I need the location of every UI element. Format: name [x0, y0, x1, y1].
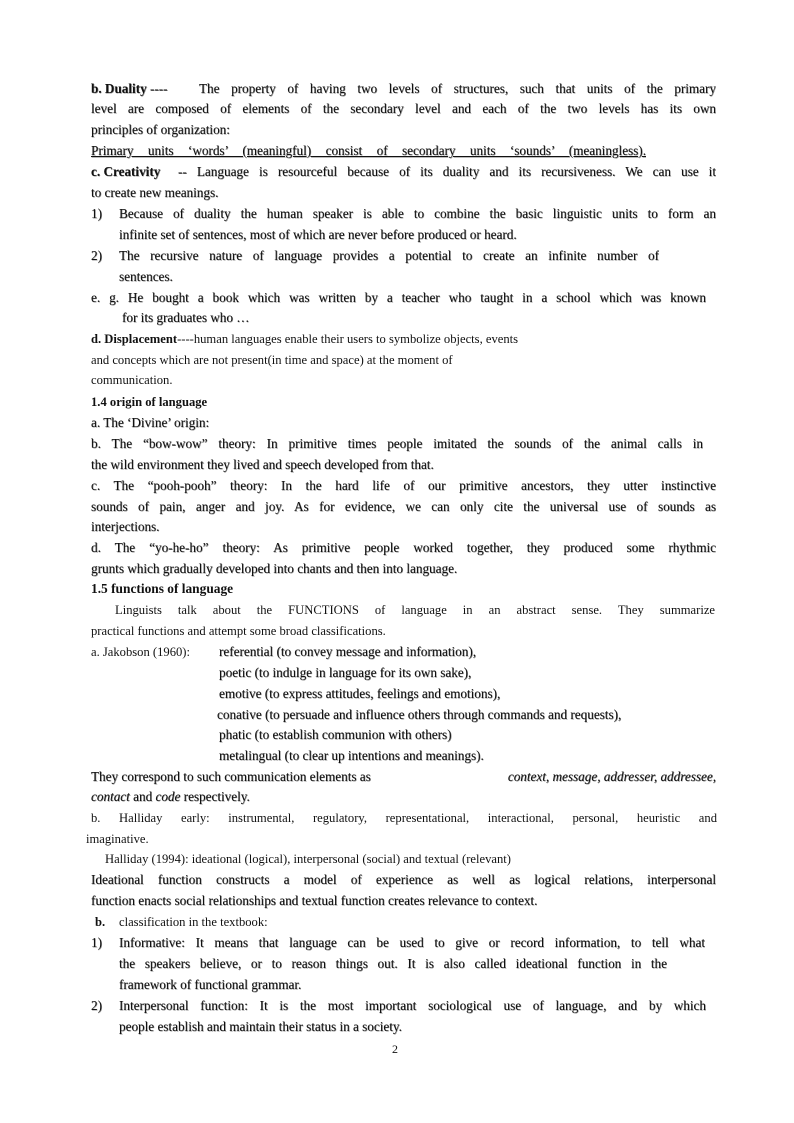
- halliday-early-line-1: b. Halliday early: instrumental, regulatory, representational, interactional, personal, heuristic and: [91, 811, 717, 825]
- correspond-respectively: respectively.: [180, 789, 250, 804]
- halliday-early-line-2: imaginative.: [86, 832, 149, 846]
- ideational-line-1: Ideational function constructs a model of experience as well as logical relations, interpersonal: [91, 872, 716, 887]
- origin-yoheho-line-1: d. The “yo-he-ho” theory: As primitive people worked together, they produced some rhythmic: [91, 540, 716, 555]
- creativity-item-1-line-1: Because of duality the human speaker is able to combine the basic linguistic units to form an: [119, 206, 716, 221]
- jakobson-phatic: phatic (to establish communion with others): [219, 727, 452, 742]
- jakobson-metalingual: metalingual (to clear up intentions and meanings).: [219, 748, 484, 763]
- origin-poohpooh-line-2: sounds of pain, anger and joy. As for evidence, we can only cite the universal use of sounds as: [91, 499, 716, 514]
- correspond-line-2: [91, 788, 250, 806]
- creativity-item-2-number: 2): [91, 248, 102, 263]
- jakobson-poetic: poetic (to indulge in language for its own sake),: [219, 665, 472, 680]
- duality-line-2: level are composed of elements of the secondary level and each of the two levels has its own: [91, 101, 716, 116]
- correspond-and: and: [129, 789, 156, 804]
- informative-number: 1): [91, 935, 102, 950]
- creativity-heading: c. Creativity: [91, 164, 161, 179]
- functions-intro-line-1: Linguists talk about the FUNCTIONS of language in an abstract sense. They summarize: [115, 603, 715, 617]
- creativity-definition: -- Language is resourceful because of its duality and its recursiveness. We can use it: [178, 164, 716, 179]
- displacement-line-3: communication.: [91, 373, 173, 387]
- functions-heading: 1.5 functions of language: [91, 581, 234, 596]
- correspond-elements: context, message, addresser, addressee,: [507, 769, 716, 784]
- duality-heading: b. Duality: [91, 81, 147, 96]
- displacement-heading: d. Displacement: [91, 332, 178, 346]
- interpersonal-line-2: people establish and maintain their status in a society.: [119, 1019, 402, 1034]
- interpersonal-number: 2): [91, 998, 102, 1013]
- informative-line-3: framework of functional grammar.: [119, 977, 302, 992]
- jakobson-label: a. Jakobson (1960):: [91, 645, 190, 659]
- ideational-line-2: function enacts social relationships and textual function creates relevance to context.: [91, 893, 538, 908]
- origin-heading: 1.4 origin of language: [91, 395, 208, 409]
- creativity-item-1-number: 1): [91, 206, 102, 221]
- interpersonal-line-1: Interpersonal function: It is the most important sociological use of language, and by which: [119, 998, 706, 1013]
- jakobson-referential: referential (to convey message and information),: [219, 644, 477, 659]
- classification-text: classification in the textbook:: [119, 915, 268, 929]
- creativity-item-2-line-1: The recursive nature of language provides a potential to create an infinite number of: [119, 248, 659, 263]
- jakobson-conative: conative (to persuade and influence others through commands and requests),: [217, 707, 622, 722]
- functions-intro-line-2: practical functions and attempt some broad classifications.: [91, 624, 386, 638]
- correspond-text: They correspond to such communication elements as: [91, 769, 375, 784]
- duality-definition: The property of having two levels of structures, such that units of the primary: [199, 81, 716, 96]
- displacement-definition: ----human languages enable their users to symbolize objects, events: [177, 332, 519, 346]
- correspond-contact: contact: [91, 789, 130, 804]
- creativity-line-2: to create new meanings.: [91, 185, 219, 200]
- informative-line-2: the speakers believe, or to reason things out. It is also called ideational function in the: [119, 956, 667, 971]
- displacement-line-2: and concepts which are not present(in time and space) at the moment of: [91, 353, 453, 367]
- informative-line-1: Informative: It means that language can be used to give or record information, to tell what: [119, 935, 705, 950]
- origin-poohpooh-line-1: c. The “pooh-pooh” theory: In the hard life of our primitive ancestors, they utter instinctive: [91, 478, 716, 493]
- origin-bowwow-line-1: b. The “bow-wow” theory: In primitive times people imitated the sounds of the animal calls in: [91, 436, 703, 451]
- creativity-item-1-line-2: infinite set of sentences, most of which are never before produced or heard.: [119, 227, 517, 242]
- halliday-1994: Halliday (1994): ideational (logical), interpersonal (social) and textual (relevant): [105, 852, 511, 866]
- jakobson-emotive: emotive (to express attitudes, feelings and emotions),: [219, 686, 501, 701]
- duality-dash: ----: [146, 81, 168, 96]
- origin-poohpooh-line-3: interjections.: [91, 519, 160, 534]
- origin-yoheho-line-2: grunts which gradually developed into chants and then into language.: [91, 561, 458, 576]
- creativity-example-line-1: e. g. He bought a book which was written by a teacher who taught in a school which was known: [91, 290, 706, 305]
- correspond-code: code: [155, 789, 181, 804]
- creativity-example-line-2: for its graduates who …: [122, 310, 250, 325]
- classification-label: b.: [95, 915, 106, 929]
- origin-divine: a. The ‘Divine’ origin:: [91, 415, 210, 430]
- displacement-line-1: [91, 330, 518, 348]
- correspond-line-1: [91, 768, 716, 786]
- page-number: 2: [392, 1042, 398, 1056]
- duality-example: Primary units ‘words’ (meaningful) consist of secondary units ‘sounds’ (meaningless).: [91, 143, 646, 158]
- duality-line-3: principles of organization:: [91, 122, 230, 137]
- creativity-item-2-line-2: sentences.: [119, 269, 173, 284]
- origin-bowwow-line-2: the wild environment they lived and speech developed from that.: [91, 457, 434, 472]
- duality-line-1: [91, 80, 168, 98]
